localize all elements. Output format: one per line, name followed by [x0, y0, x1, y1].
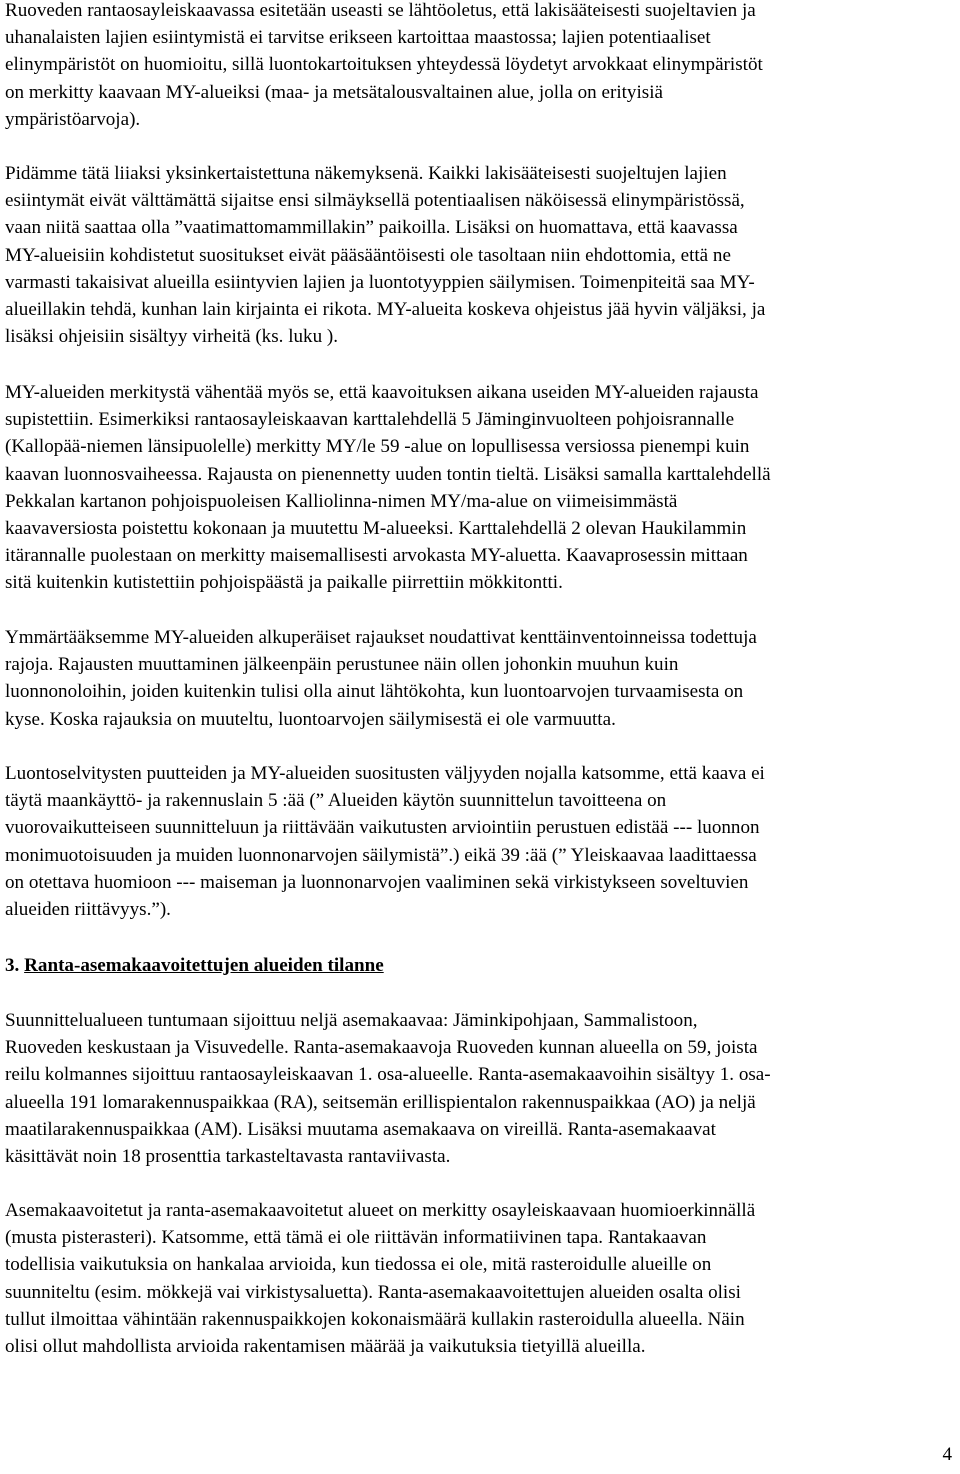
- text-line: Asemakaavoitetut ja ranta-asemakaavoitetut alueet on merkitty osayleiskaavaan huomioerkinnällä: [5, 1200, 756, 1221]
- section-heading: [5, 952, 384, 979]
- text-line: on merkitty kaavaan MY-alueiksi (maa- ja metsätalousvaltainen alue, jolla on erityisiä: [5, 81, 663, 103]
- text-line: itärannalle puolestaan on merkitty maisemallisesti arvokasta MY-aluetta. Kaavaprosessin mittaan: [5, 545, 748, 567]
- text-line: Pidämme tätä liiaksi yksinkertaistettuna näkemyksenä. Kaikki lakisääteisesti suojeltujen lajien: [5, 163, 727, 184]
- text-line: alueillakin tehdä, kunhan lain kirjainta ei rikota. MY-alueita koskeva ohjeistus jää hyvin väljäksi, ja: [5, 299, 766, 321]
- text-line: Ymmärtääksemme MY-alueiden alkuperäiset rajaukset noudattivat kenttäinventoinneissa todettuja: [5, 627, 757, 648]
- text-line: (musta pisterasteri). Katsomme, että tämä ei ole riittävän informatiivinen tapa. Rantakaavan: [5, 1227, 707, 1249]
- text-line: suunniteltu (esim. mökkejä vai virkistysaluetta). Ranta-asemakaavoitettujen alueiden osalta olisi: [5, 1281, 741, 1303]
- text-line: MY-alueisiin kohdistetut suositukset eivät pääsääntöisesti ole tasoltaan niin ehdottomia, että ne: [5, 244, 731, 266]
- text-line: vaan niitä saattaa olla ”vaatimattomammillakin” paikoilla. Lisäksi on huomattava, että kaavassa: [5, 217, 738, 239]
- paragraph-7: [5, 1197, 755, 1360]
- page-number: 4: [942, 1444, 952, 1465]
- text-line: varmasti takaisivat alueilla esiintyvien lajien ja luontotyyppien säilymisen. Toimenpiteitä saa MY-: [5, 271, 755, 293]
- paragraph-6: [5, 1007, 771, 1170]
- text-line: Suunnittelualueen tuntumaan sijoittuu neljä asemakaavaa: Jäminkipohjaan, Sammalistoon,: [5, 1010, 698, 1031]
- paragraph-5: [5, 760, 765, 923]
- text-line: täytä maankäyttö- ja rakennuslain 5 :ää (” Alueiden käytön suunnittelun tavoitteena on: [5, 790, 667, 812]
- text-line: luonnonoloihin, joiden kuitenkin tulisi olla ainut lähtökohta, kun luontoarvojen turvaamisesta on: [5, 681, 744, 703]
- text-line: MY-alueiden merkitystä vähentää myös se, että kaavoituksen aikana useiden MY-alueiden rajausta: [5, 382, 759, 403]
- text-line: alueella 191 lomarakennuspaikkaa (RA), seitsemän erillispientalon rakennuspaikkaa (AO) ja neljä: [5, 1091, 756, 1113]
- text-line: sitä kuitenkin kutistettiin pohjoispäästä ja paikalle piirrettiin mökkitontti.: [5, 572, 563, 594]
- text-line: uhanalaisten lajien esiintymistä ei tarvitse erikseen kartoittaa maastossa; lajien potentiaaliset: [5, 27, 711, 49]
- text-line: kaavaversiosta poistettu kokonaan ja muutettu M-alueeksi. Karttalehdellä 2 olevan Haukilammin: [5, 518, 747, 540]
- text-line: Ruoveden rantaosayleiskaavassa esitetään useasti se lähtöoletus, että lakisääteisesti suojeltavien ja: [5, 0, 756, 21]
- text-line: todellisia vaikutuksia on hankalaa arvioida, kun tiedossa ei ole, mitä rasteroidulle alueille on: [5, 1254, 712, 1276]
- text-line: kyse. Koska rajauksia on muuteltu, luontoarvojen säilymisestä ei ole varmuutta.: [5, 708, 616, 730]
- text-line: Ruoveden keskustaan ja Visuvedelle. Ranta-asemakaavoja Ruoveden kunnan alueella on 59, joista: [5, 1037, 758, 1059]
- text-line: on otettava huomioon --- maiseman ja luonnonarvojen vaaliminen sekä virkistykseen soveltuvien: [5, 871, 749, 893]
- text-line: maatilarakennuspaikkaa (AM). Lisäksi muutama asemakaava on vireillä. Ranta-asemakaavat: [5, 1118, 716, 1140]
- text-line: lisäksi ohjeisiin sisältyy virheitä (ks. luku ).: [5, 326, 339, 348]
- text-line: tullut ilmoittaa vähintään rakennuspaikkojen kokonaismäärä kullakin rasteroidulla alueella. Näin: [5, 1308, 745, 1330]
- text-line: käsittävät noin 18 prosenttia tarkasteltavasta rantaviivasta.: [5, 1146, 451, 1168]
- text-line: ympäristöarvoja).: [5, 108, 141, 130]
- text-line: (Kallopää-niemen länsipuolelle) merkitty MY/le 59 -alue on lopullisessa versiossa pienempi kuin: [5, 436, 750, 458]
- text-line: reilu kolmannes sijoittuu rantaosayleiskaavan 1. osa-alueelle. Ranta-asemakaavoihin sisältyy 1. osa-: [5, 1064, 771, 1086]
- text-line: vuorovaikutteiseen suunnitteluun ja riittävään vaikutusten arviointiin perustuen edistää --- luonnon: [5, 817, 760, 839]
- paragraph-4: [5, 624, 757, 733]
- text-line: elinympäristöt on huomioitu, sillä luontokartoituksen yhteydessä löydetyt arvokkaat elinympäristöt: [5, 54, 763, 76]
- text-line: supistettiin. Esimerkiksi rantaosayleiskaavan karttalehdellä 5 Jäminginvuolteen pohjoisrannalle: [5, 409, 735, 431]
- text-line: Pekkalan kartanon pohjoispuoleisen Kalliolinna-nimen MY/ma-alue on viimeisimmästä: [5, 490, 678, 512]
- section-title: Ranta-asemakaavoitettujen alueiden tilanne: [24, 955, 384, 976]
- text-line: monimuotoisuuden ja muiden luonnonarvojen säilymistä”.) eikä 39 :ää (” Yleiskaavaa laadittaessa: [5, 844, 757, 866]
- text-line: rajoja. Rajausten muuttaminen jälkeenpäin perustunee näin ollen johonkin muuhun kuin: [5, 654, 679, 676]
- paragraph-1: [5, 0, 763, 133]
- text-line: esiintymät eivät välttämättä sijaitse ensi silmäyksellä potentiaalisen näköisessä elinympäristössä,: [5, 190, 745, 212]
- section-number: 3.: [5, 955, 20, 976]
- text-line: alueiden riittävyys.”).: [5, 899, 171, 921]
- paragraph-2: [5, 160, 765, 350]
- text-line: olisi ollut mahdollista arvioida rakentamisen määrää ja vaikutuksia tietyillä alueilla.: [5, 1336, 646, 1358]
- paragraph-3: [5, 379, 771, 597]
- text-line: Luontoselvitysten puutteiden ja MY-alueiden suositusten väljyyden nojalla katsomme, että kaava ei: [5, 763, 765, 784]
- text-line: kaavan luonnosvaiheessa. Rajausta on pienennetty uuden tontin tieltä. Lisäksi samalla karttalehdellä: [5, 463, 771, 485]
